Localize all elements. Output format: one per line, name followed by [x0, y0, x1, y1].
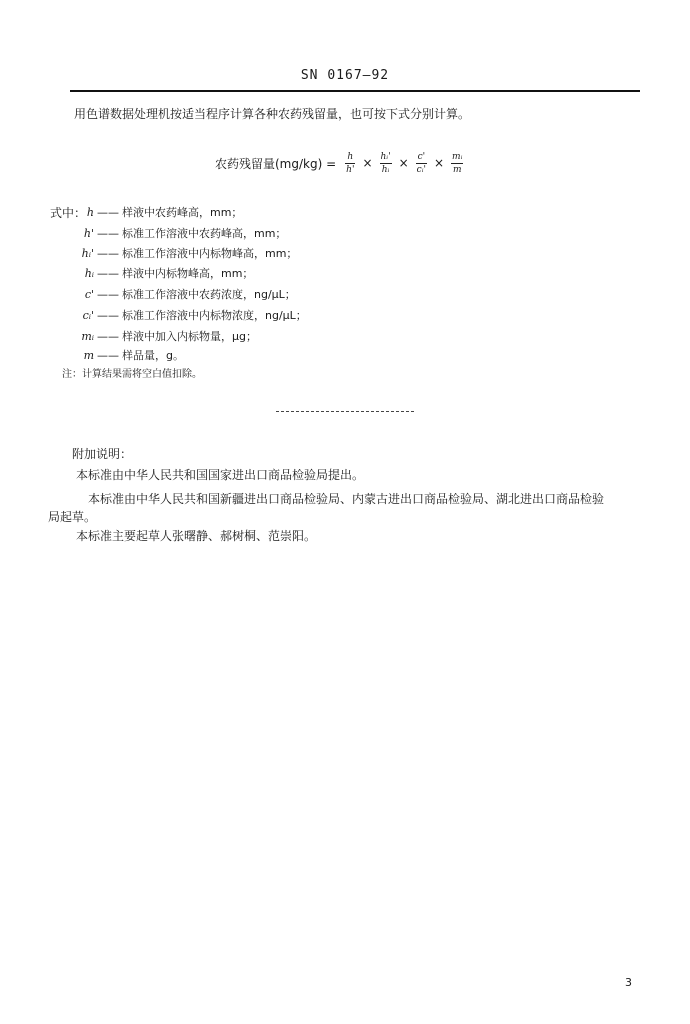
definition-text: 标准工作溶液中内标物峰高，mm； [122, 247, 298, 260]
definition-symbol: mᵢ [81, 330, 94, 343]
fraction-bar [345, 163, 355, 164]
definition-symbol: h' [83, 227, 94, 240]
definition-dash: —— [97, 349, 119, 362]
fraction-bar [416, 163, 427, 164]
definition-item [80, 246, 297, 261]
definition-item [80, 266, 253, 281]
fraction-3-numerator: c' [417, 151, 426, 162]
fraction-1 [345, 152, 355, 175]
proposer-line: 本标准由中华人民共和国国家进出口商品检验局提出。 [76, 468, 365, 482]
definition-item [80, 287, 296, 302]
drafter-line: 本标准由中华人民共和国新疆进出口商品检验局、内蒙古进出口商品检验局、湖北进出口商品检验 [88, 492, 605, 506]
definition-dash: —— [97, 309, 119, 322]
definition-text: 样品量，g。 [122, 349, 184, 362]
authors-line: 本标准主要起草人张曙静、郝树桐、范崇阳。 [76, 529, 317, 543]
definition-symbol: m [83, 349, 94, 362]
fraction-4-numerator: mᵢ [452, 151, 463, 162]
definition-item [80, 329, 257, 344]
definition-item [80, 308, 307, 323]
definition-symbol: h [86, 206, 94, 219]
definition-item [80, 348, 184, 363]
drafter-paragraph [48, 490, 640, 526]
definition-text: 标准工作溶液中内标物浓度，ng/μL； [122, 309, 307, 322]
fraction-1-numerator: h [347, 151, 354, 162]
fraction-1-denominator: h' [346, 164, 355, 175]
definition-dash: —— [97, 288, 119, 301]
drafter-line-tail: 局起草。 [48, 510, 97, 524]
definition-symbol: hᵢ' [81, 247, 94, 260]
definition-dash: —— [97, 247, 119, 260]
times-operator: × [398, 156, 409, 170]
definition-symbol: hᵢ [84, 267, 94, 280]
intro-text: 用色谱数据处理机按适当程序计算各种农药残留量，也可按下式分别计算。 [74, 107, 471, 121]
fraction-2 [380, 152, 392, 175]
definition-text: 样液中农药峰高，mm； [122, 206, 243, 219]
times-operator: × [362, 156, 373, 170]
formula-lhs: 农药残留量(mg/kg) = [215, 156, 337, 171]
section-separator [276, 411, 414, 412]
fraction-3-denominator: cᵢ' [416, 164, 426, 175]
definition-dash: —— [97, 330, 119, 343]
page-number: 3 [625, 976, 632, 989]
fraction-2-denominator: hᵢ [381, 164, 390, 175]
definitions-prefix: 式中： [50, 206, 87, 220]
definition-symbol: cᵢ' [82, 309, 94, 322]
definition-dash: —— [97, 206, 119, 219]
definition-text: 标准工作溶液中农药浓度，ng/μL； [122, 288, 296, 301]
fraction-2-numerator: hᵢ' [380, 151, 391, 162]
residue-formula [215, 148, 466, 178]
definition-text: 样液中内标物峰高，mm； [122, 267, 254, 280]
definition-symbol: c' [84, 288, 94, 301]
fraction-bar [451, 163, 463, 164]
definition-dash: —— [97, 227, 119, 240]
fraction-4 [451, 152, 463, 175]
calculation-note: 注：计算结果需将空白值扣除。 [62, 369, 202, 380]
definition-item [80, 226, 286, 241]
header-rule [70, 90, 640, 92]
definition-text: 样液中加入内标物量，μg； [122, 330, 257, 343]
definition-item [80, 205, 242, 220]
fraction-4-denominator: m [452, 164, 462, 175]
definition-dash: —— [97, 267, 119, 280]
times-operator: × [433, 156, 445, 170]
standard-code: SN 0167—92 [300, 68, 390, 83]
additional-notes-title: 附加说明： [72, 447, 133, 461]
fraction-bar [380, 163, 392, 164]
definition-text: 标准工作溶液中农药峰高，mm； [122, 227, 287, 240]
fraction-3 [416, 152, 427, 175]
